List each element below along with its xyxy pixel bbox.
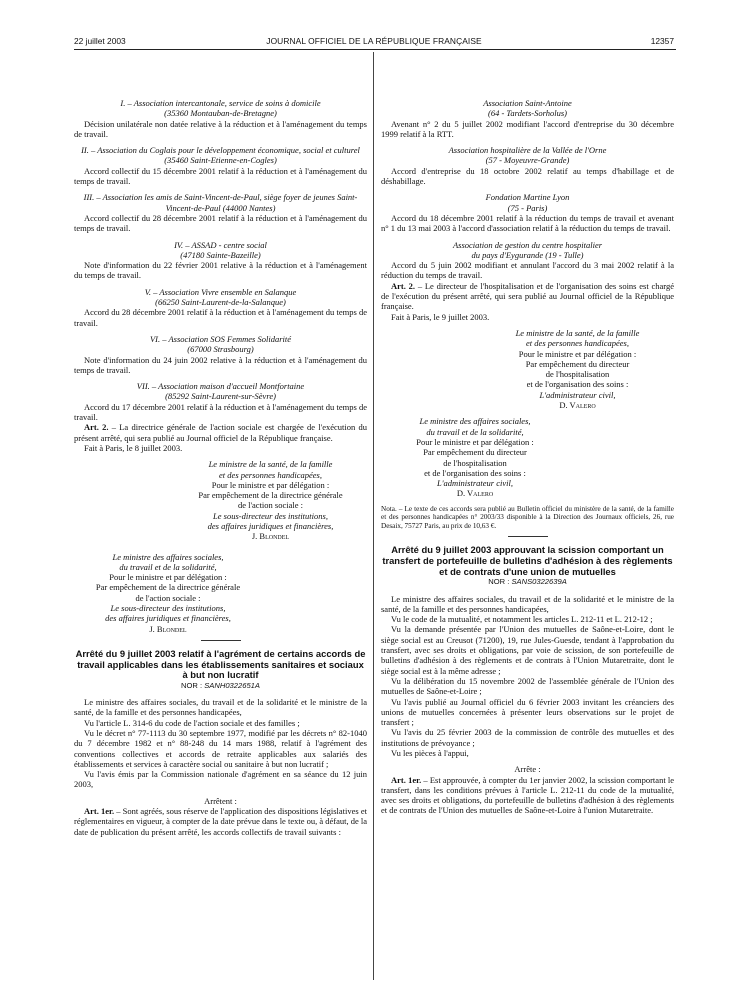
visa: Vu l'avis publié au Journal officiel du 6 février 2003 invitant les créanciers des unions de mutuelles concernées à présenter leurs observations sur le projet de transfert ;	[381, 696, 674, 728]
section-heading: Association hospitalière de la Vallée de l'Orne	[448, 145, 607, 156]
sig-line: Pour le ministre et par délégation :	[518, 348, 637, 359]
column-divider	[373, 52, 374, 980]
visa: Vu l'avis du 25 février 2003 de la commission de contrôle des mutuelles et des institutions de prévoyance ;	[381, 727, 674, 748]
signatory-name: J. Blondel	[251, 531, 290, 542]
right-column	[381, 98, 674, 816]
left-column	[74, 98, 367, 837]
section-body: Accord d'entreprise du 18 octobre 2002 relatif au temps d'habillage et de déshabillage.	[381, 165, 674, 187]
arretent: Arrêtent :	[204, 795, 237, 806]
sig-line: de l'hospitalisation	[443, 457, 507, 468]
section-heading: I. – Association intercantonale, service de soins à domicile	[120, 98, 321, 108]
sig-line: du travail et de la solidarité,	[119, 561, 217, 572]
sig-line: L'administrateur civil,	[539, 389, 616, 400]
nor-code: SANS0322639A	[511, 577, 567, 587]
header-rule	[74, 49, 676, 50]
sig-line: de l'action sociale :	[135, 592, 201, 603]
section-address: (85292 Saint-Laurent-sur-Sèvre)	[165, 391, 276, 402]
sig-line: des affaires juridiques et financières,	[207, 520, 334, 531]
article-text: – La directrice générale de l'action sociale est chargée de l'exécution du présent arrêté, qui sera publié au Journal officiel de la République française.	[74, 422, 367, 443]
visa: Vu la délibération du 15 novembre 2002 de l'assemblée générale de l'Union des mutuelles de Saône-et-Loire ;	[381, 675, 674, 697]
journal-title: JOURNAL OFFICIEL DE LA RÉPUBLIQUE FRANÇAISE	[266, 36, 482, 46]
sig-line: du travail et de la solidarité,	[426, 426, 524, 437]
section-heading: Fondation Martine Lyon	[485, 192, 570, 203]
preamble: Le ministre des affaires sociales, du travail et de la solidarité et le ministre de la santé, de la famille et des personnes handicapées,	[381, 593, 674, 614]
sig-line: Par empêchement du directeur	[525, 358, 630, 369]
article-2	[381, 281, 674, 312]
section-heading: VII. – Association maison d'accueil Montfortaine	[136, 381, 305, 392]
nor-label: NOR :	[181, 680, 205, 690]
sig-line: des affaires juridiques et financières,	[105, 613, 231, 624]
sig-line: de l'action sociale :	[237, 500, 304, 511]
article-1	[381, 775, 674, 816]
decree-title: Arrêté du 9 juillet 2003 relatif à l'agrément de certains accords de travail applicables dans les établissements sanitaires et sociaux à but non lucratif	[75, 647, 366, 681]
section-body: Accord du 18 décembre 2001 relatif à la réduction du temps de travail et avenant n° 1 du 13 mai 2003 à l'accord d'association relatif à la réduction du temps de travail.	[381, 212, 674, 234]
section-body: Note d'information du 24 juin 2002 relative à la réduction et à l'aménagement du temps de travail.	[74, 354, 367, 375]
sig-line: L'administrateur civil,	[437, 478, 513, 489]
separator-rule	[508, 536, 548, 537]
preamble: Le ministre des affaires sociales, du travail et de la solidarité et le ministre de la santé, de la famille et des personnes handicapées,	[74, 697, 367, 718]
article-2	[74, 422, 367, 443]
sig-line: Le ministre de la santé, de la famille	[208, 459, 333, 470]
sig-line: et des personnes handicapées,	[219, 469, 322, 480]
section-address: (64 - Tardets-Sorholus)	[487, 108, 568, 119]
section-heading: Association Saint-Antoine	[483, 98, 572, 108]
nor-code: SANH0322651A	[204, 680, 260, 690]
section-address: (75 - Paris)	[507, 202, 548, 213]
sig-line: et des personnes handicapées,	[526, 338, 629, 349]
separator-rule	[201, 640, 241, 641]
section-heading: III. – Association les amis de Saint-Vincent-de-Paul, siège foyer de jeunes Saint-Vincent-de-Paul (44000 Nantes)	[83, 192, 358, 213]
section-body: Note d'information du 22 février 2001 relative à la réduction et à l'aménagement du temps de travail.	[74, 260, 367, 281]
visa: Vu l'avis émis par la Commission nationale d'agrément en sa séance du 12 juin 2003,	[74, 769, 367, 790]
sig-line: Pour le ministre et par délégation :	[109, 572, 227, 583]
article-label: Art. 2.	[84, 422, 109, 433]
section-body: Avenant n° 2 du 5 juillet 2002 modifiant l'accord d'entreprise du 30 décembre 1999 relatif à la RTT.	[381, 118, 674, 139]
visa: Vu la demande présentée par l'Union des mutuelles de Saône-et-Loire, dont le siège social est au Creusot (71200), 19, rue Jules-Guesde, tendant à l'approbation du transfert, avec ses droits et obligations, par voie de scission, de son portefeuille de bulletins d'adhésion à des règlements et de contrats à l'Union Mutaretraite, dont le siège social est à la même adresse ;	[381, 624, 674, 676]
visa: Vu les pièces à l'appui,	[391, 748, 469, 758]
sig-line: Par empêchement de la directrice générale	[95, 582, 241, 593]
article-label: Art. 1er.	[84, 806, 115, 816]
sig-line: Le sous-directeur des institutions,	[110, 603, 226, 614]
sig-line: et de l'organisation des soins :	[424, 467, 526, 478]
sig-line: Le ministre des affaires sociales,	[112, 551, 224, 562]
sig-line: et de l'organisation des soins :	[526, 379, 629, 390]
nota-note: Nota. – Le texte de ces accords sera publié au Bulletin officiel du ministère de la santé, de la famille et des personnes handicapées n° 2003/33 disponible à la Direction des Journaux officiels, 26, rue Desaix, 75727 Paris, au prix de 10,63 €.	[381, 504, 674, 530]
article-text: – Est approuvée, à compter du 1er janvier 2002, la scission comportant le transfert, dans les conditions prévues à l'article L. 212-11 du code de la mutualité, avec ses droits et obligations, du portefeuille de bulletins d'adhésion à des règlements et de contrats de l'Union des mutuelles de Saône-et-Loire à l'union Mutaretraite.	[381, 774, 675, 816]
signature-block	[485, 328, 670, 410]
section-heading: II. – Association du Coglais pour le développement économique, social et culturel (35460 Saint-Etienne-en-Cogles)	[81, 145, 360, 166]
section-address: (67000 Strasbourg)	[187, 344, 254, 355]
section-heading: IV. – ASSAD - centre social	[174, 239, 267, 250]
article-text: – Le directeur de l'hospitalisation et de l'organisation des soins est chargé de l'exécution du présent arrêté, qui sera publié au Journal officiel de la République française.	[381, 280, 674, 312]
nor-reference	[381, 577, 674, 587]
decree-title: Arrêté du 9 juillet 2003 approuvant la scission comportant un transfert de portefeuille de bulletins d'adhésion à des règlements et de contrats d'une union de mutuelles	[382, 544, 673, 577]
signature-block	[178, 459, 363, 541]
sig-line: Le sous-directeur des institutions,	[213, 510, 328, 521]
section-address: (66250 Saint-Laurent-de-la-Salanque)	[155, 297, 286, 308]
page-number: 12357	[650, 36, 674, 46]
section-body: Accord du 5 juin 2002 modifiant et annulant l'accord du 3 mai 2002 relatif à la réduction du temps de travail.	[381, 260, 674, 281]
nor-label: NOR :	[488, 577, 512, 587]
section-body: Accord collectif du 15 décembre 2001 relatif à la réduction et à l'aménagement du temps de travail.	[74, 165, 367, 187]
section-body: Accord du 17 décembre 2001 relatif à la réduction et à l'aménagement du temps de travail.	[74, 401, 367, 423]
signing-date: Fait à Paris, le 8 juillet 2003.	[84, 442, 183, 453]
sig-line: de l'hospitalisation	[545, 369, 610, 380]
sig-line: Par empêchement de la directrice générale	[198, 490, 343, 501]
section-heading: VI. – Association SOS Femmes Solidarité	[149, 333, 292, 344]
section-heading: du pays d'Eygurande (19 - Tulle)	[471, 249, 584, 260]
section-body: Accord collectif du 28 décembre 2001 relatif à la réduction et à l'aménagement du temps de travail.	[74, 212, 367, 234]
signing-date: Fait à Paris, le 9 juillet 2003.	[391, 311, 490, 322]
section-body: Décision unilatérale non datée relative à la réduction et à l'aménagement du temps de travail.	[74, 118, 367, 139]
arrete: Arrête :	[514, 764, 541, 775]
page-header	[74, 36, 674, 50]
visa: Vu le code de la mutualité, et notamment les articles L. 212-11 et L. 212-12 ;	[391, 614, 653, 625]
article-label: Art. 2.	[391, 280, 416, 291]
section-body: Accord du 28 décembre 2001 relatif à la réduction et à l'aménagement du temps de travail.	[74, 307, 367, 328]
visa: Vu l'article L. 314-6 du code de l'action sociale et des familles ;	[84, 717, 300, 728]
sig-line: Le ministre des affaires sociales,	[419, 416, 531, 427]
signature-block	[385, 416, 565, 498]
signature-block	[78, 552, 258, 634]
article-text: – Sont agréés, sous réserve de l'application des dispositions législatives et réglementaires en vigueur, à compter de la date prévue dans le texte ou, à défaut, de la date de publication du présent arrêté, les accords collectifs de travail suivants :	[74, 806, 368, 837]
section-address: (57 - Moyeuvre-Grande)	[485, 155, 570, 166]
article-1	[74, 806, 367, 837]
section-address: (47180 Sainte-Bazeille)	[180, 249, 261, 260]
header-date: 22 juillet 2003	[74, 36, 126, 46]
sig-line: Pour le ministre et par délégation :	[211, 479, 330, 490]
visa: Vu le décret n° 77-1113 du 30 septembre 1977, modifié par les décrets n° 82-1040 du 7 décembre 1982 et n° 88-248 du 14 mars 1988, relatif à l'agrément des conventions collectives et accords de retraite applicables aux salariés des établissements et services à caractère social ou sanitaire à but non lucratif ;	[74, 727, 367, 769]
sig-line: Pour le ministre et par délégation :	[416, 436, 534, 447]
nor-reference	[74, 681, 367, 691]
article-label: Art. 1er.	[391, 774, 422, 785]
section-heading: Association de gestion du centre hospitalier	[452, 239, 603, 250]
section-heading: V. – Association Vivre ensemble en Salanque	[144, 286, 297, 297]
signatory-name: D. Valero	[559, 400, 596, 411]
sig-line: Par empêchement du directeur	[423, 447, 527, 458]
section-address: (35360 Montauban-de-Bretagne)	[164, 108, 277, 119]
sig-line: Le ministre de la santé, de la famille	[515, 327, 640, 338]
signatory-name: D. Valero	[456, 488, 494, 499]
signatory-name: J. Blondel	[149, 623, 187, 634]
